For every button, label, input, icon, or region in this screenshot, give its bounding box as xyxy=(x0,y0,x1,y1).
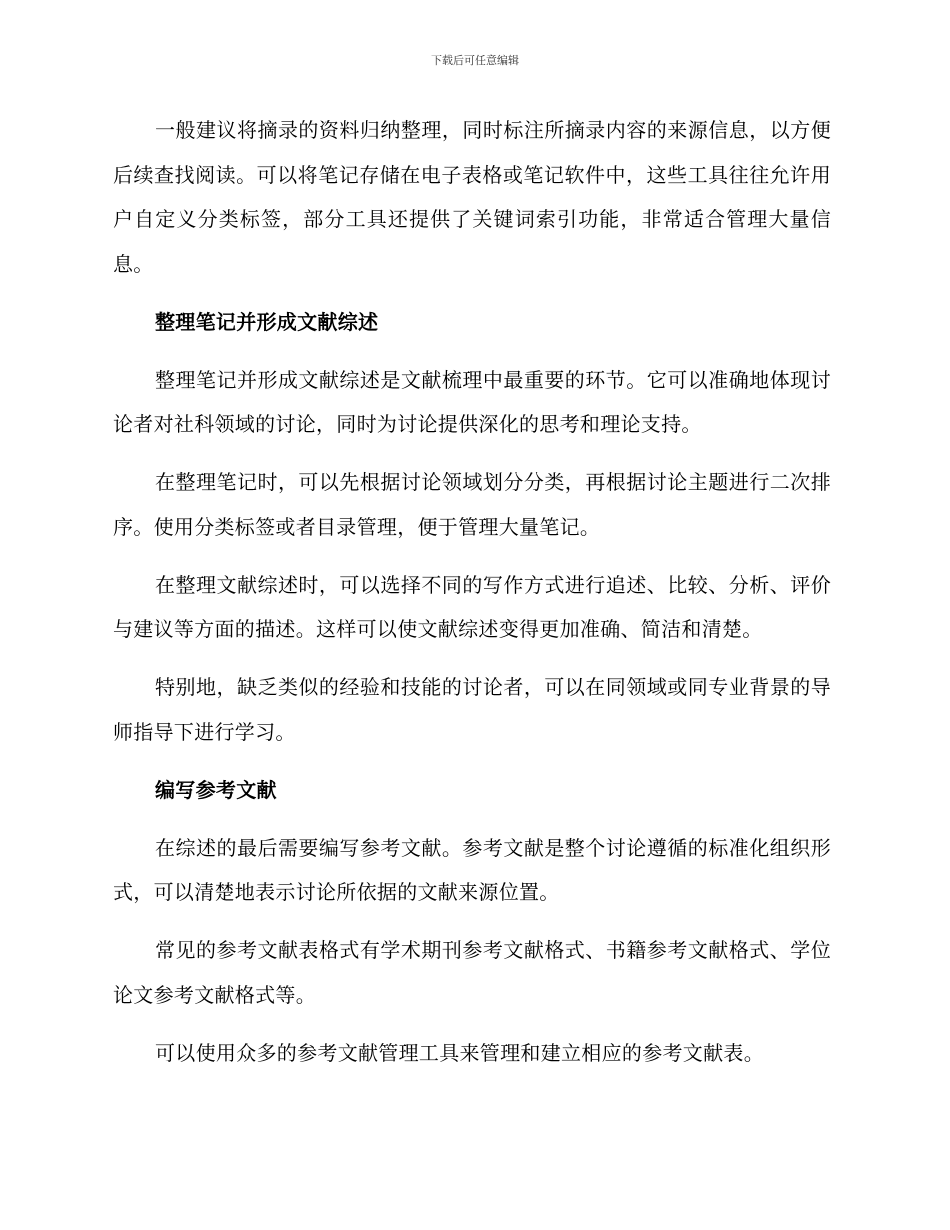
paragraph-note-sorting: 在整理笔记时，可以先根据讨论领域划分分类，再根据讨论主题进行二次排序。使用分类标签或者目录管理，便于管理大量笔记。 xyxy=(113,470,831,539)
paragraph-review-importance: 整理笔记并形成文献综述是文献梳理中最重要的环节。它可以准确地体现讨论者对社科领域的讨论，同时为讨论提供深化的思考和理论支持。 xyxy=(113,367,831,436)
paragraph-reference-tools: 可以使用众多的参考文献管理工具来管理和建立相应的参考文献表。 xyxy=(155,1040,764,1065)
paragraph-reference-purpose: 在综述的最后需要编写参考文献。参考文献是整个讨论遵循的标准化组织形式，可以清楚地表示讨论所依据的文献来源位置。 xyxy=(113,835,831,904)
page-header-watermark: 下载后可任意编辑 xyxy=(431,54,519,67)
section-heading-references: 编写参考文献 xyxy=(155,777,277,802)
paragraph-reference-formats: 常见的参考文献表格式有学术期刊参考文献格式、书籍参考文献格式、学位论文参考文献格式等。 xyxy=(113,938,831,1007)
section-heading-literature-review: 整理笔记并形成文献综述 xyxy=(155,309,379,334)
paragraph-mentor-guidance: 特别地，缺乏类似的经验和技能的讨论者，可以在同领域或同专业背景的导师指导下进行学习。 xyxy=(113,675,831,744)
paragraph-writing-methods: 在整理文献综述时，可以选择不同的写作方式进行追述、比较、分析、评价与建议等方面的描述。这样可以使文献综述变得更加准确、简洁和清楚。 xyxy=(113,572,831,641)
document-body xyxy=(113,108,831,1075)
paragraph-notes-organization: 一般建议将摘录的资料归纳整理，同时标注所摘录内容的来源信息，以方便后续查找阅读。可以将笔记存储在电子表格或笔记软件中，这些工具往往允许用户自定义分类标签，部分工具还提供了关键词索引功能，非常适合管理大量信息。 xyxy=(113,118,831,276)
